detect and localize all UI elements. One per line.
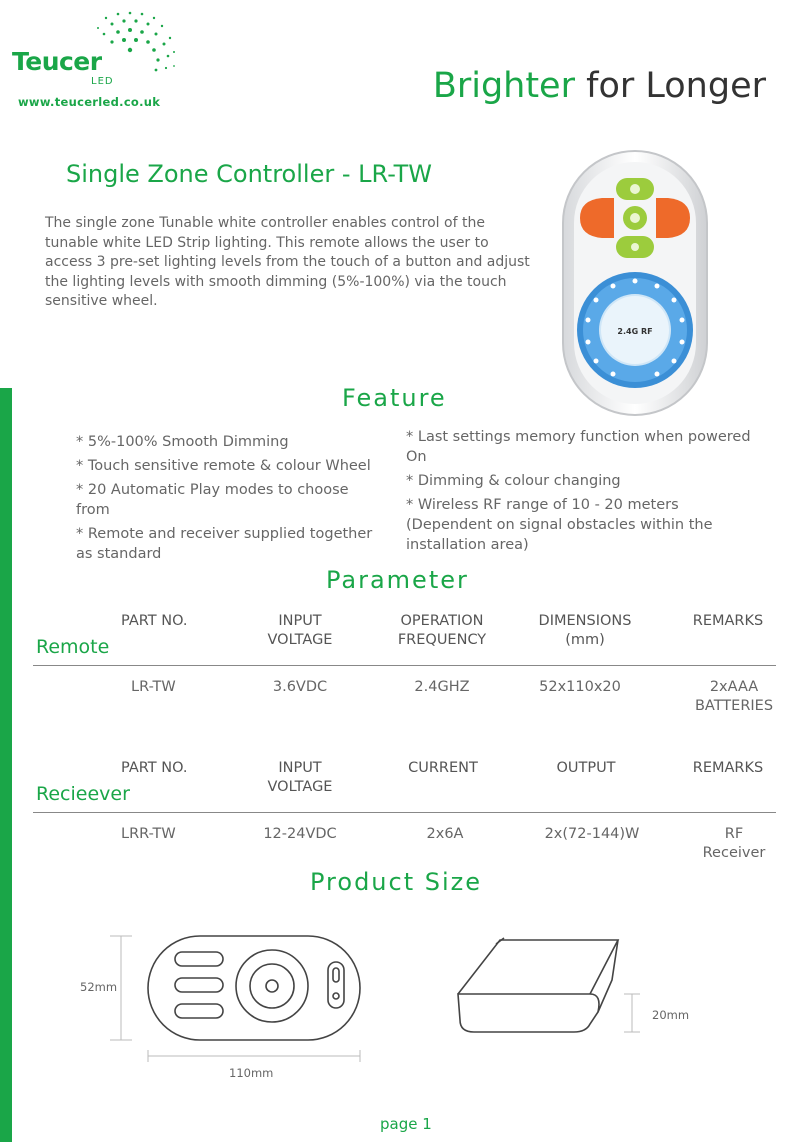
remote-label: Remote <box>36 636 110 658</box>
table-header: OUTPUT <box>556 760 616 776</box>
table-header: DIMENSIONS (mm) <box>538 613 632 648</box>
table-cell: 52x110x20 <box>539 679 621 695</box>
list-item: * Touch sensitive remote & colour Wheel <box>76 458 371 474</box>
product-intro: The single zone Tunable white controller enables control of the tunable white LED Strip lighting. This remote allows the user to access 3 pre-set lighting levels from the touch of a button and adjust the lighting levels with smooth dimming (5%-100%) via the touch sensitive wheel. <box>45 215 530 309</box>
tagline-green: Brighter <box>432 66 575 106</box>
divider <box>33 812 776 813</box>
product-size-diagram <box>0 920 808 1090</box>
table-cell: 2x(72-144)W <box>544 826 640 842</box>
product-size-heading: Product Size <box>310 868 483 896</box>
table-cell: 2x6A <box>426 826 464 842</box>
list-item: * Remote and receiver supplied together as standard <box>76 526 373 562</box>
feature-list-right <box>406 427 766 559</box>
tagline <box>433 66 766 106</box>
brand-sub: LED <box>91 76 114 87</box>
brand-name: Teucer <box>12 47 102 76</box>
website-link[interactable]: www.teucerled.co.uk <box>18 95 161 109</box>
teucer-logo <box>12 10 172 90</box>
feature-list-left <box>76 432 386 568</box>
table-header: INPUT VOLTAGE <box>267 760 333 795</box>
divider <box>33 665 776 666</box>
list-item: * 20 Automatic Play modes to choose from <box>76 482 349 518</box>
table-header: OPERATION FREQUENCY <box>397 613 487 648</box>
remote-controller-image <box>560 148 710 418</box>
product-title: Single Zone Controller - LR-TW <box>66 160 433 188</box>
length-dimension-label: 110mm <box>229 1066 274 1080</box>
receiver-label: Recieever <box>36 783 130 805</box>
dimension-drawing <box>0 920 808 1090</box>
tagline-dark: for Longer <box>586 66 766 106</box>
depth-dimension-label: 20mm <box>652 1008 690 1022</box>
height-dimension-label: 52mm <box>80 980 118 994</box>
table-header: INPUT VOLTAGE <box>267 613 333 648</box>
table-cell: LRR-TW <box>121 826 176 842</box>
table-cell: 2xAAA BATTERIES <box>694 679 774 714</box>
table-cell: RF Receiver <box>702 826 766 861</box>
table-cell: 12-24VDC <box>263 826 337 842</box>
table-header: PART NO. <box>121 613 188 629</box>
list-item: * Dimming & colour changing <box>406 473 621 489</box>
list-item: * Last settings memory function when powered On <box>406 429 751 465</box>
table-header: CURRENT <box>408 760 478 776</box>
table-header: REMARKS <box>692 613 764 629</box>
feature-heading: Feature <box>342 384 447 412</box>
table-header: REMARKS <box>692 760 764 776</box>
table-cell: 3.6VDC <box>272 679 328 695</box>
remote-wheel-label: 2.4G RF <box>617 327 653 336</box>
table-cell: LR-TW <box>131 679 176 695</box>
page-number: page 1 <box>380 1115 432 1133</box>
list-item: * 5%-100% Smooth Dimming <box>76 434 289 450</box>
table-header: PART NO. <box>121 760 188 776</box>
list-item: * Wireless RF range of 10 - 20 meters (Dependent on signal obstacles within the installation area) <box>406 497 713 553</box>
parameter-heading: Parameter <box>326 566 469 594</box>
table-cell: 2.4GHZ <box>414 679 470 695</box>
